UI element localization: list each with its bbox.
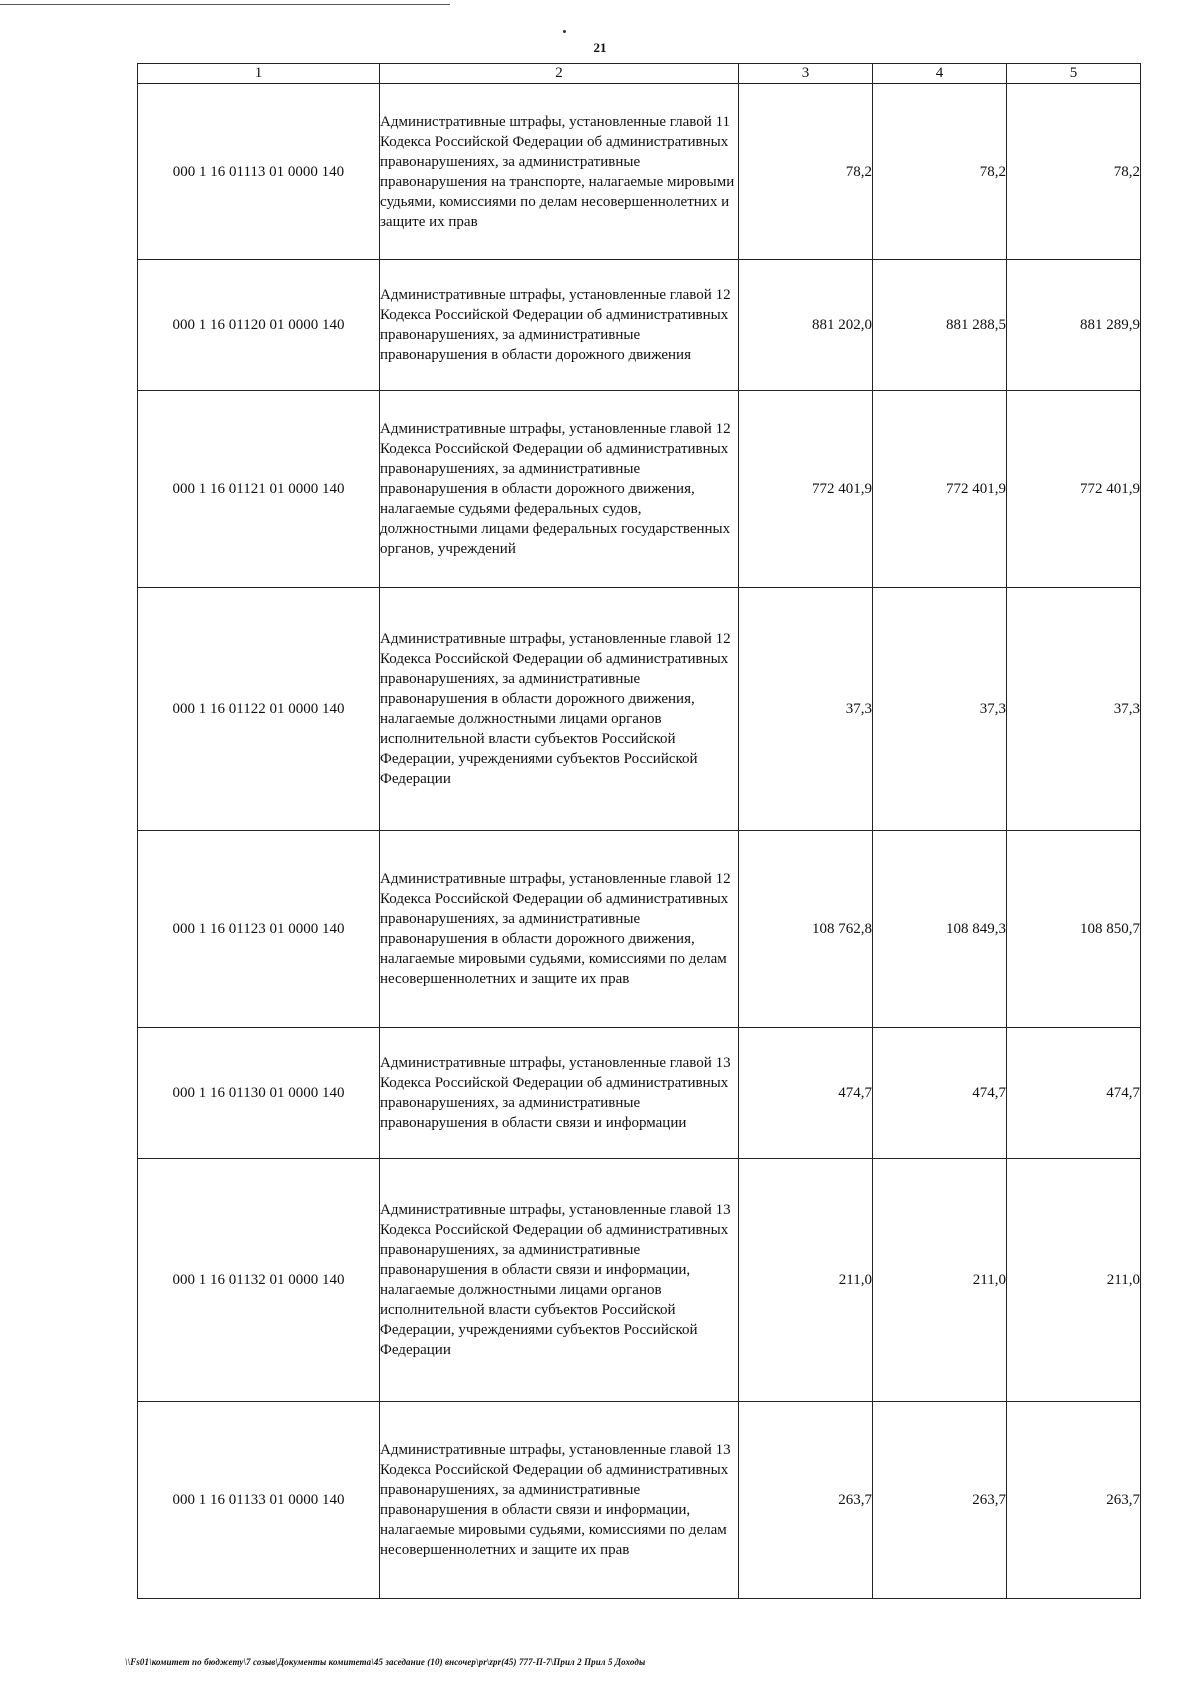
value-col-4: 474,7: [873, 1028, 1007, 1159]
scan-artifact-dot: [563, 30, 566, 33]
budget-code: 000 1 16 01120 01 0000 140: [138, 260, 380, 391]
revenue-description: Административные штрафы, установленные главой 11 Кодекса Российской Федерации об административных правонарушениях, за административные правонарушения на транспорте, налагаемые мировыми судьями, комиссиями по делам несовершеннолетних и защите их прав: [380, 84, 739, 260]
table-row: [138, 260, 1141, 391]
value-col-5: 37,3: [1007, 588, 1141, 831]
revenue-description: Административные штрафы, установленные главой 13 Кодекса Российской Федерации об административных правонарушениях, за административные правонарушения в области связи и информации, налагаемые мировыми судьями, комиссиями по делам несовершеннолетних и защите их прав: [380, 1402, 739, 1599]
budget-code: 000 1 16 01121 01 0000 140: [138, 391, 380, 588]
budget-code: 000 1 16 01123 01 0000 140: [138, 831, 380, 1028]
value-col-5: 474,7: [1007, 1028, 1141, 1159]
revenue-description: Административные штрафы, установленные главой 13 Кодекса Российской Федерации об административных правонарушениях, за административные правонарушения в области связи и информации, налагаемые должностными лицами органов исполнительной власти субъектов Российской Федерации, учреждениями субъектов Российской Федерации: [380, 1159, 739, 1402]
revenue-description: Административные штрафы, установленные главой 12 Кодекса Российской Федерации об административных правонарушениях, за административные правонарушения в области дорожного движения, налагаемые судьями федеральных судов, должностными лицами федеральных государственных органов, учреждений: [380, 391, 739, 588]
value-col-5: 211,0: [1007, 1159, 1141, 1402]
revenue-description: Административные штрафы, установленные главой 12 Кодекса Российской Федерации об административных правонарушениях, за административные правонарушения в области дорожного движения, налагаемые мировыми судьями, комиссиями по делам несовершеннолетних и защите их прав: [380, 831, 739, 1028]
table-row: [138, 588, 1141, 831]
value-col-5: 772 401,9: [1007, 391, 1141, 588]
value-col-4: 108 849,3: [873, 831, 1007, 1028]
table-row: [138, 391, 1141, 588]
table-row: [138, 1402, 1141, 1599]
revenue-description: Административные штрафы, установленные главой 12 Кодекса Российской Федерации об административных правонарушениях, за административные правонарушения в области дорожного движения, налагаемые должностными лицами органов исполнительной власти субъектов Российской Федерации, учреждениями субъектов Российской Федерации: [380, 588, 739, 831]
header-col-2: 2: [380, 64, 739, 84]
file-path-footer: \\Fs01\комитет по бюджету\7 созыв\Документы комитета\45 заседание (10) внсочер\pr\zpr(45) 777-П-7\Прил 2 Прил 5 Доходы: [125, 1657, 646, 1667]
budget-code: 000 1 16 01113 01 0000 140: [138, 84, 380, 260]
value-col-3: 772 401,9: [739, 391, 873, 588]
budget-code: 000 1 16 01133 01 0000 140: [138, 1402, 380, 1599]
header-col-1: 1: [138, 64, 380, 84]
header-col-3: 3: [739, 64, 873, 84]
value-col-5: 108 850,7: [1007, 831, 1141, 1028]
scan-artifact-line: [0, 4, 450, 5]
header-row: [138, 64, 1141, 84]
value-col-4: 263,7: [873, 1402, 1007, 1599]
value-col-3: 37,3: [739, 588, 873, 831]
header-col-4: 4: [873, 64, 1007, 84]
value-col-3: 108 762,8: [739, 831, 873, 1028]
value-col-4: 78,2: [873, 84, 1007, 260]
value-col-5: 78,2: [1007, 84, 1141, 260]
value-col-4: 37,3: [873, 588, 1007, 831]
table-row: [138, 84, 1141, 260]
value-col-3: 881 202,0: [739, 260, 873, 391]
value-col-4: 881 288,5: [873, 260, 1007, 391]
value-col-4: 772 401,9: [873, 391, 1007, 588]
value-col-4: 211,0: [873, 1159, 1007, 1402]
budget-code: 000 1 16 01122 01 0000 140: [138, 588, 380, 831]
page-number: 21: [593, 40, 607, 55]
value-col-3: 263,7: [739, 1402, 873, 1599]
revenue-description: Административные штрафы, установленные главой 12 Кодекса Российской Федерации об административных правонарушениях, за административные правонарушения в области дорожного движения: [380, 260, 739, 391]
table-row: [138, 1028, 1141, 1159]
budget-code: 000 1 16 01132 01 0000 140: [138, 1159, 380, 1402]
table-row: [138, 831, 1141, 1028]
value-col-3: 474,7: [739, 1028, 873, 1159]
revenue-description: Административные штрафы, установленные главой 13 Кодекса Российской Федерации об административных правонарушениях, за административные правонарушения в области связи и информации: [380, 1028, 739, 1159]
value-col-3: 78,2: [739, 84, 873, 260]
value-col-3: 211,0: [739, 1159, 873, 1402]
budget-code: 000 1 16 01130 01 0000 140: [138, 1028, 380, 1159]
value-col-5: 263,7: [1007, 1402, 1141, 1599]
value-col-5: 881 289,9: [1007, 260, 1141, 391]
revenue-table: [137, 63, 1141, 1599]
table-row: [138, 1159, 1141, 1402]
header-col-5: 5: [1007, 64, 1141, 84]
